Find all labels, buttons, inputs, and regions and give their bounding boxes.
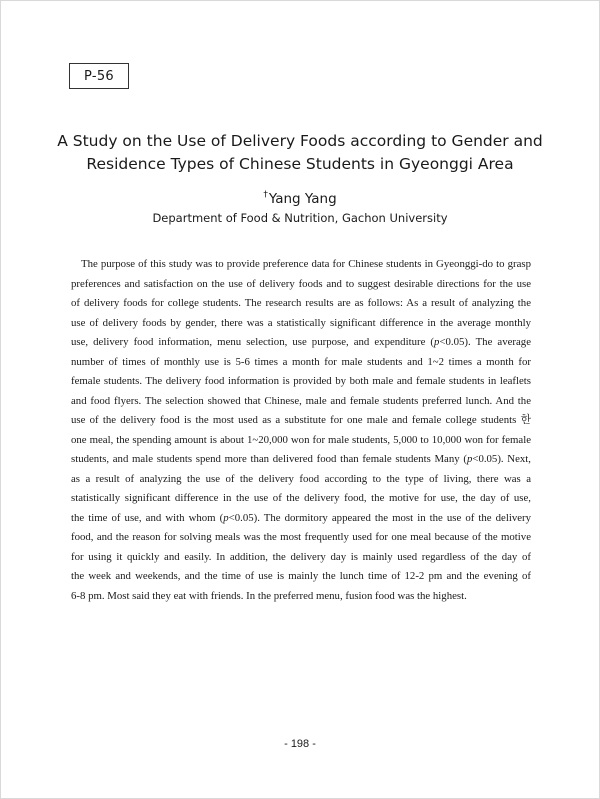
page-number: - 198 - — [284, 738, 316, 750]
abstract-line: use of delivery foods by gender, there was a statistically significant difference in the average monthly — [71, 316, 531, 329]
abstract-line: number of times of monthly use is 5-6 times a month for male students and 1~2 times a month for — [71, 355, 531, 368]
author-name: Yang Yang — [268, 191, 337, 207]
abstract-line: The purpose of this study was to provide preference data for Chinese students in Gyeonggi-do to grasp — [81, 258, 531, 270]
abstract — [71, 255, 531, 606]
abstract-line: one meal, the spending amount is about 1~20,000 won for male students, 5,000 to 10,000 won for female — [71, 433, 531, 446]
abstract-line: use of the delivery food is the most used as a substitute for one male and female college students 한 — [71, 414, 531, 426]
abstract-line: the time of use, and with whom (p<0.05). The dormitory appeared the most in the use of the delivery — [71, 511, 532, 524]
abstract-line: use, delivery food information, menu selection, use purpose, and expenditure (p<0.05). The average — [71, 336, 531, 348]
abstract-line: 6-8 pm. Most said they eat with friends. In the preferred menu, fusion food was the highest. — [71, 589, 467, 602]
abstract-line: the week and weekends, and the time of use is mainly the lunch time of 12-2 pm and the evening of — [71, 570, 531, 582]
paper-title — [40, 130, 560, 176]
title-line-2: Residence Types of Chinese Students in Gyeonggi Area — [86, 155, 514, 173]
author — [0, 190, 600, 207]
abstract-line: female students. The delivery food information is provided by both male and female students in leaflets — [71, 375, 531, 387]
abstract-line: for using it quickly and easily. In addition, the delivery day is mainly used regardless of the day of — [71, 550, 531, 563]
corresponding-author-mark: † — [263, 190, 268, 200]
abstract-line: preferences and satisfaction on the use of delivery foods and to suggest desirable directions for the use — [71, 277, 531, 290]
affiliation: Department of Food & Nutrition, Gachon University — [152, 211, 448, 225]
abstract-line: statistically significant difference in the use of the delivery food, the motive for use, the day of use, — [71, 492, 531, 504]
abstract-line: as a result of analyzing the use of the delivery food according to the type of living, there was a — [71, 472, 531, 485]
abstract-line: of delivery foods for college students. The research results are as follows: As a result of analyzing the — [71, 297, 531, 309]
title-line-1: A Study on the Use of Delivery Foods according to Gender and — [57, 132, 543, 150]
poster-code: P-56 — [84, 68, 114, 84]
abstract-line: and food flyers. The selection showed that Chinese, male and female students preferred lunch. And the — [71, 394, 531, 407]
abstract-line: food, and the reason for solving meals was the most frequently used for one meal because of the motive — [71, 531, 531, 543]
abstract-line: students, and male students spend more than delivered food than female students Many (p<0.05). Next, — [71, 453, 531, 465]
poster-code-box — [69, 63, 129, 89]
